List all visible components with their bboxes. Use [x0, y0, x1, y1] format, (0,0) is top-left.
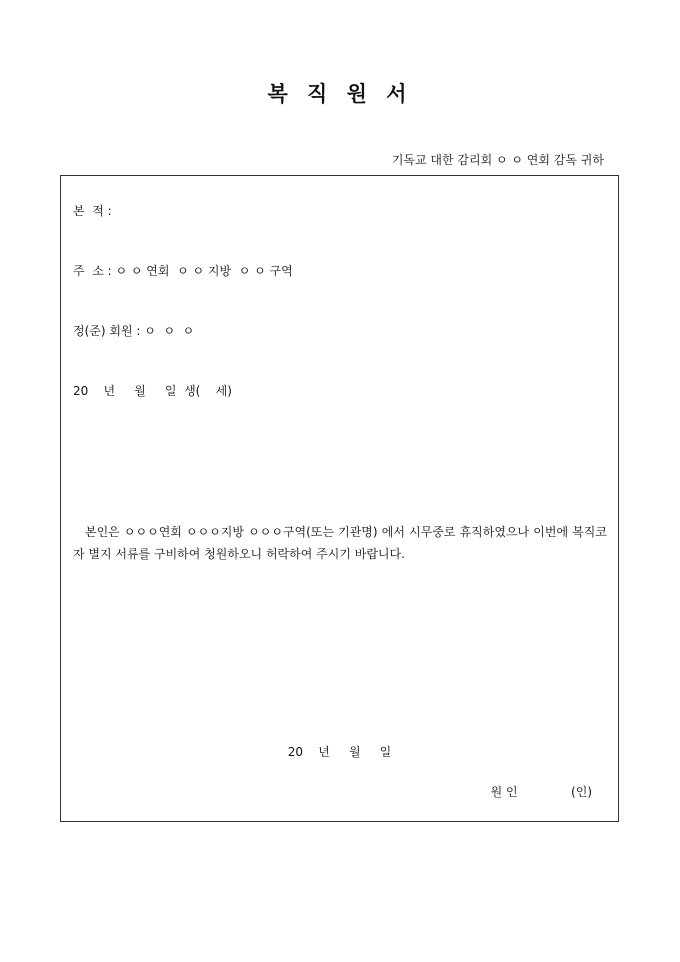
- petition-body: 본인은 ㅇㅇㅇ연회 ㅇㅇㅇ지방 ㅇㅇㅇ구역(또는 기관명) 에서 시무중로 휴직하였으나 이번에 복직코자 별지 서류를 구비하여 청원하오니 허락하여 주시기 바랍니다.: [73, 525, 607, 561]
- petition-date: 20 년 월 일: [287, 745, 392, 759]
- domicile-field: 본 적 :: [73, 204, 112, 218]
- signature-line: 원 인 (인): [490, 785, 592, 799]
- member-field: 정(준) 회원 : ㅇ ㅇ ㅇ: [73, 324, 195, 338]
- birth-field: 20 년 월 일 생( 세): [73, 384, 232, 398]
- address-field: 주 소 : ㅇ ㅇ 연회 ㅇ ㅇ 지방 ㅇ ㅇ 구역: [73, 264, 293, 278]
- document-title: 복 직 원 서: [267, 81, 413, 106]
- addressee-line: 기독교 대한 감리회 ㅇ ㅇ 연회 감독 귀하: [391, 153, 604, 167]
- form-frame: [60, 175, 619, 822]
